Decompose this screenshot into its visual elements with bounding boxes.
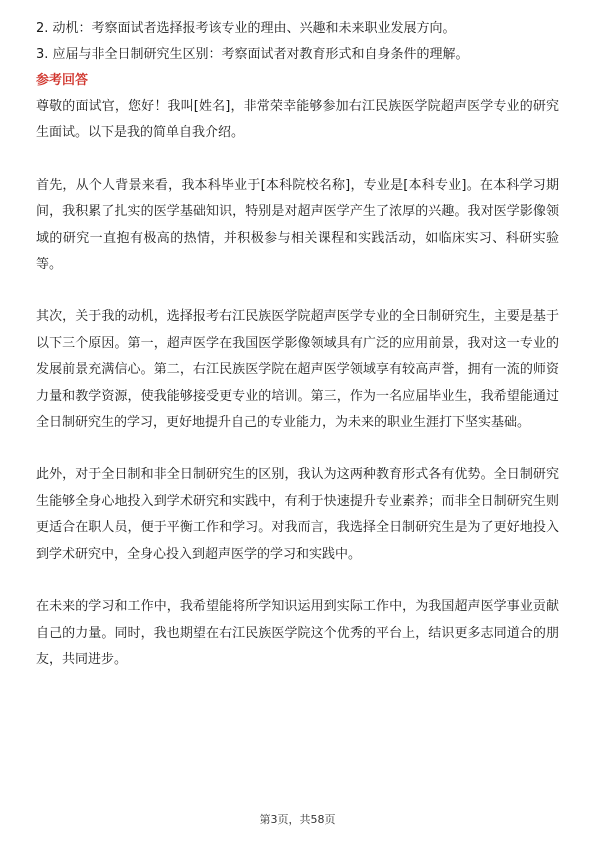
paragraph-spacer: [36, 278, 559, 304]
paragraph-difference: 此外，对于全日制和非全日制研究生的区别，我认为这两种教育形式各有优势。全日制研究生能够全身心地投入到学术研究和实践中，有利于快速提升专业素养；而非全日制研究生则更适合在职人员，便于平衡工作和学习。对我而言，我选择全日制研究生是为了更好地投入到学术研究中，全身心投入到超声医学的学习和实践中。: [36, 467, 559, 562]
criteria-item-motivation: 2. 动机：考察面试者选择报考该专业的理由、兴趣和未来职业发展方向。: [36, 21, 456, 36]
paragraph-future: 在未来的学习和工作中，我希望能将所学知识运用到实际工作中，为我国超声医学事业贡献自己的力量。同时，我也期望在右江民族医学院这个优秀的平台上，结识更多志同道合的朋友，共同进步。: [36, 599, 559, 667]
paragraph-spacer: [36, 436, 559, 462]
paragraph-motivation: 其次，关于我的动机，选择报考右江民族医学院超声医学专业的全日制研究生，主要是基于以下三个原因。第一，超声医学在我国医学影像领域具有广泛的应用前景，我对这一专业的发展前景充满信心。第二，右江民族医学院在超声医学领域享有较高声誉，拥有一流的师资力量和教学资源，使我能够接受更专业的培训。第三，作为一名应届毕业生，我希望能通过全日制研究生的学习，更好地提升自己的专业能力，为未来的职业生涯打下坚实基础。: [36, 309, 559, 431]
page-number: 第3页，共58页: [259, 813, 336, 826]
paragraph-greeting: 尊敬的面试官，您好！我叫[姓名]，非常荣幸能够参加右江民族医学院超声医学专业的研究生面试。以下是我的简单自我介绍。: [36, 99, 559, 141]
paragraph-spacer: [36, 568, 559, 594]
answer-heading: 参考回答: [36, 73, 89, 88]
criteria-item-difference: 3. 应届与非全日制研究生区别：考察面试者对教育形式和自身条件的理解。: [36, 47, 469, 62]
paragraph-spacer: [36, 147, 559, 173]
paragraph-background: 首先，从个人背景来看，我本科毕业于[本科院校名称]，专业是[本科专业]。在本科学习期间，我积累了扎实的医学基础知识，特别是对超声医学产生了浓厚的兴趣。我对医学影像领域的研究一直抱有极高的热情，并积极参与相关课程和实践活动，如临床实习、科研实验等。: [36, 177, 559, 273]
document-page: [36, 16, 559, 673]
